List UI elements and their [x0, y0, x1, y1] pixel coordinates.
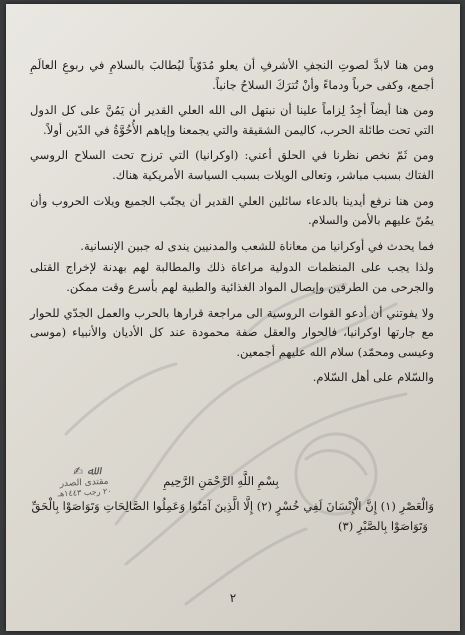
verse-line: وَالْعَصْرِ (١) إِنَّ الْإِنْسَانَ لَفِي خُسْرٍ (٢) إِلَّا الَّذِينَ آمَنُوا وَعَمِلُوا الصَّالِحَاتِ وَتَوَاصَوْا بِالْحَقِّ: [31, 499, 434, 513]
paragraph: ومن ثَمّ نخص نظرنا في الحلق أعني: (اوكرانيا) التي ترزح تحت السلاح الروسي الفتاك بسبب مباشر، وتعالى الويلات بسبب السياسة الأمريكية هناك.: [30, 148, 434, 182]
paragraph: فما يحدث في أوكرانيا من معاناة للشعب والمدنيين يندى له جبين الإنسانية.: [80, 238, 434, 253]
quran-verse: [30, 496, 434, 536]
paragraph: ومن هنا لابدَّ لصوتِ النجفِ الأشرفِ أن يعلو مُدَوّياً ليُطالبَ بالسلامِ في ربوعِ العالَمِ أجمع، وكفى حرباً ودماءً وأنْ تُترَكَ السلاحُ جانباً.: [30, 58, 434, 92]
paragraph: ومن هنا أيضاً أجِدُ لِزاماً علينا أن نبتهل الى الله العلي القدير أن يَمُنَّ على كل الدول التي تحت طائلة الحرب، كاليمن الشقيقة والتي يجمعنا وإياهم الأُخُوَّةُ في الدّين أولاً.: [30, 103, 434, 137]
signature-name: مقتدى الصدر: [59, 476, 109, 490]
verse-line: وَتَوَاصَوْا بِالصَّبْرِ (٣): [338, 519, 428, 533]
document-page: [6, 4, 460, 631]
basmala: بِسْمِ اللَّهِ الرَّحْمَنِ الرَّحِيمِ: [163, 474, 279, 488]
handwritten-signature: [35, 462, 133, 500]
signature-date: ٢٠ رجب ١٤٤٣هـ: [57, 486, 112, 499]
letter-body: [30, 56, 434, 394]
paragraph: ومن هنا نرفع أيدينا بالدعاء سائلين العلي القدير أن يجنّب الجميع ويلات الحروب وأن يمُنّ عليهم بالأمن والسلام.: [30, 193, 434, 228]
page-number: ٢: [229, 591, 237, 605]
signature-mark: ﷲ ✍: [72, 463, 95, 479]
paragraph: ولا يفوتني أن أدعو القوات الروسية الى مراجعة قرارها بالحرب والعمل الجدّي للحوار مع جارتها اوكرانيا، فالحوار والعقل صفة محمودة عند كل الأديان والأنبياء (موسى وعيسى ومحمّد) سلام الله عليهم أجمعين.: [30, 305, 434, 359]
closing-greeting: والسّلام على أهل السّلام.: [312, 370, 434, 385]
paragraph: ولذا يجب على المنظمات الدولية مراعاة ذلك والمطالبة لهم بهدنة لإخراج القتلى والجرحى من الطرفين وإيصال المواد الغذائية والطبية لهم بأسرع وقت ممكن.: [30, 260, 434, 294]
